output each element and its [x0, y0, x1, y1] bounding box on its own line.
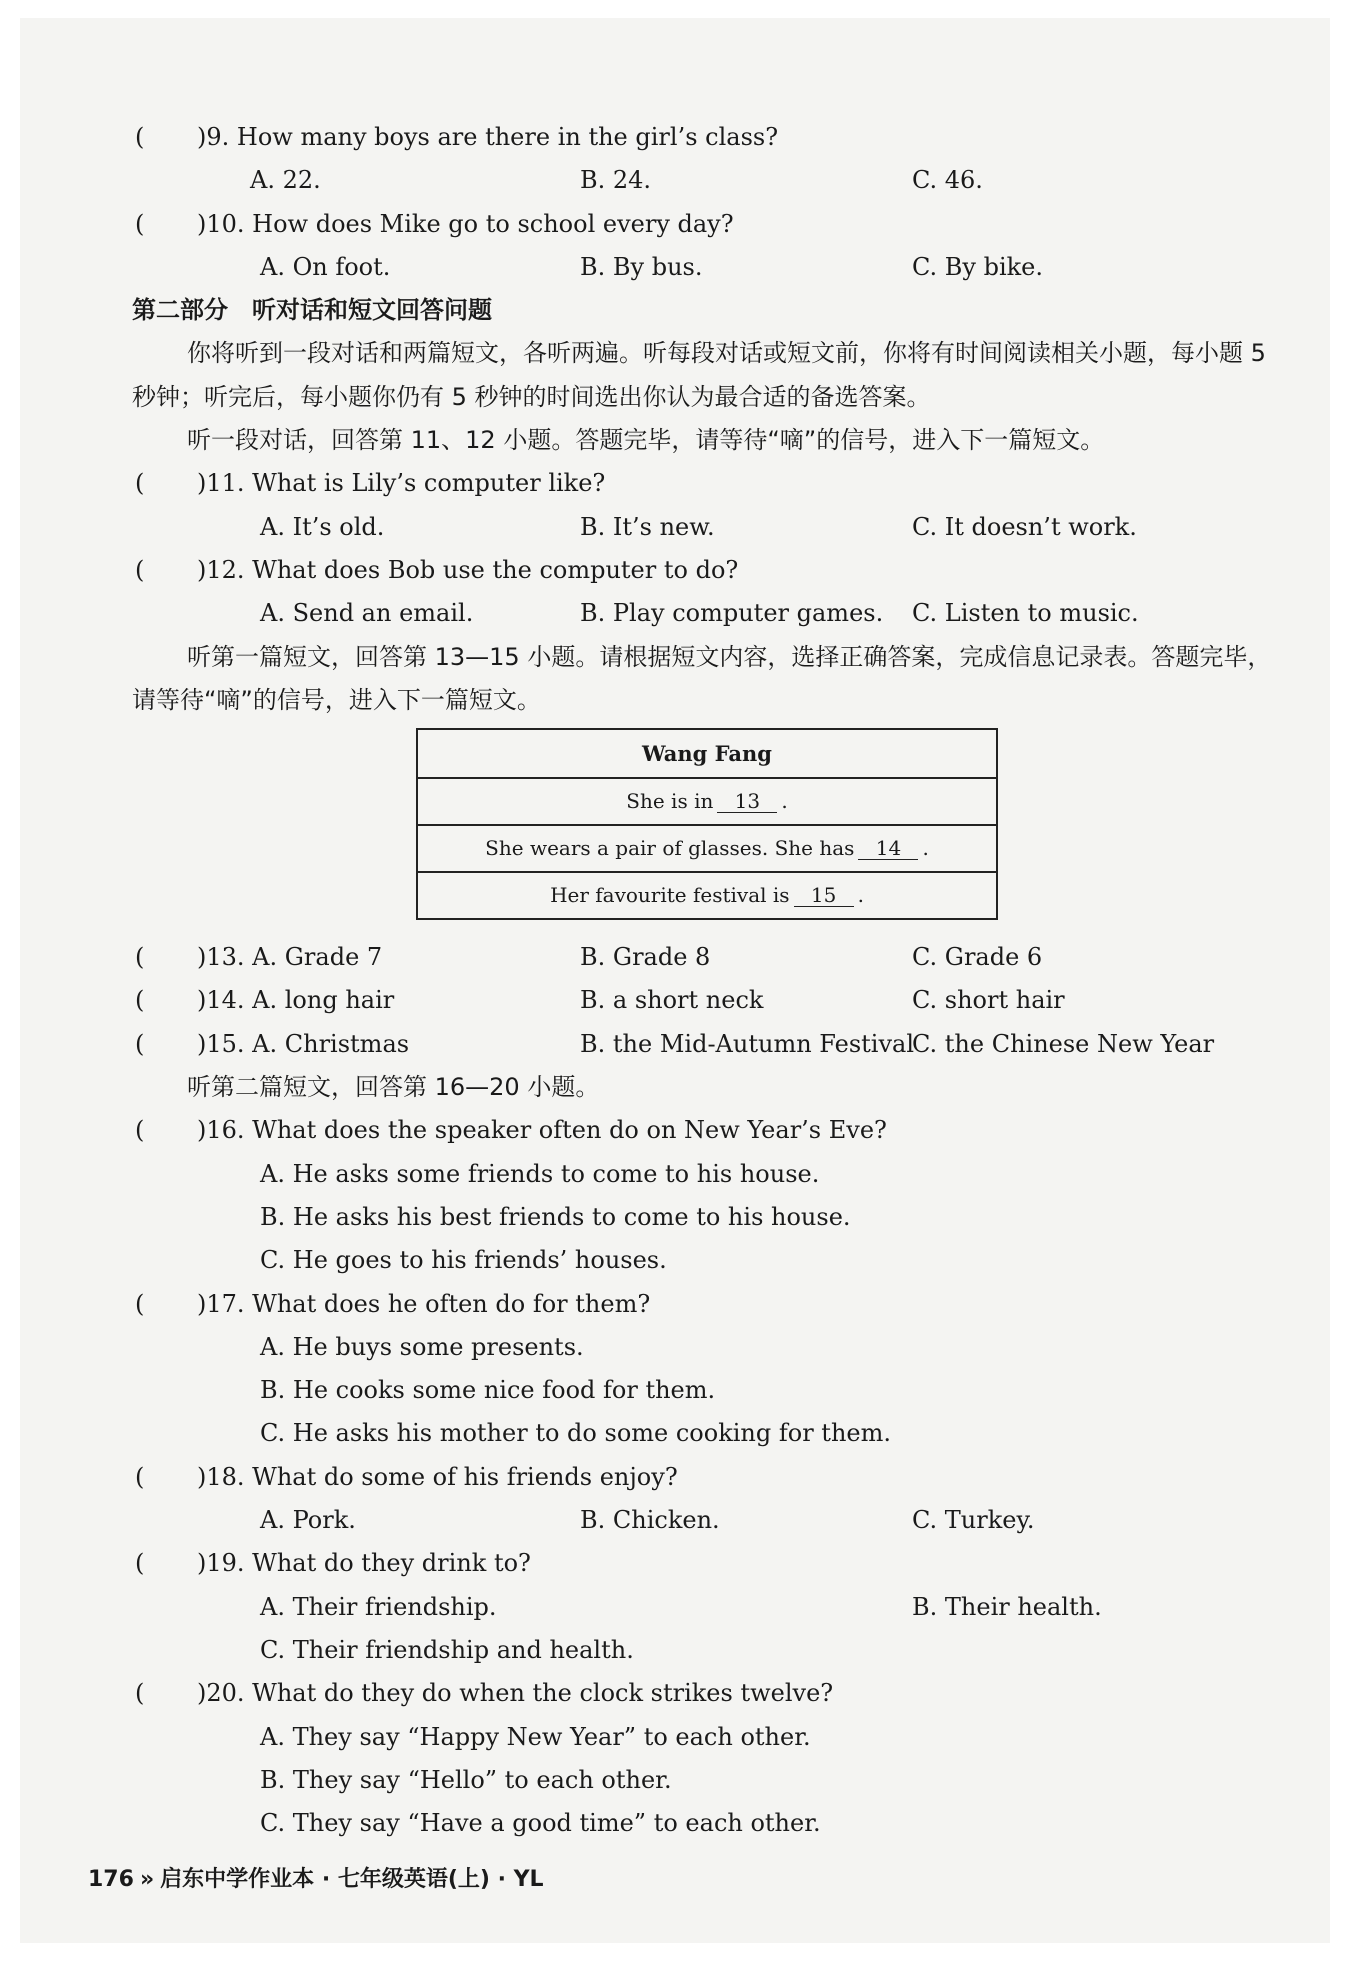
answer-bracket[interactable]: ( [135, 1679, 145, 1708]
option-c-line [132, 1629, 1292, 1672]
question-text: )11. What is Lily’s computer like? [197, 469, 606, 498]
option-a: A. He buys some presents. [260, 1332, 584, 1361]
answer-bracket[interactable]: ( [135, 469, 145, 498]
option-a: A. He asks some friends to come to his house. [260, 1159, 820, 1188]
option-a: A. On foot. [260, 252, 391, 281]
option-c-line [132, 1412, 1292, 1455]
option-a: A. It’s old. [260, 512, 385, 541]
dialog-instructions: 听一段对话，回答第 11、12 小题。答题完毕，请等待“嘀”的信号，进入下一篇短文。 [187, 426, 1105, 455]
info-record-table [416, 728, 998, 920]
option-c-line [132, 1239, 1292, 1282]
question-text: )12. What does Bob use the computer to do? [197, 555, 739, 584]
table-row: Her favourite festival is 15 . [417, 872, 997, 919]
answer-bracket[interactable]: ( [135, 1029, 145, 1058]
question-12 [132, 549, 1292, 592]
option-b: B. 24. [580, 166, 652, 195]
answer-bracket[interactable]: ( [135, 1462, 145, 1491]
section-title: 第二部分 听对话和短文回答问题 [132, 296, 492, 325]
question-text: )9. How many boys are there in the girl’s class? [197, 123, 779, 151]
option-b: B. They say “Hello” to each other. [260, 1765, 672, 1794]
option-b: B. By bus. [580, 252, 703, 281]
question-text: )18. What do some of his friends enjoy? [197, 1462, 678, 1491]
option-a: A. Pork. [260, 1506, 356, 1535]
options-9 [132, 159, 1292, 202]
option-b: B. He cooks some nice food for them. [260, 1376, 716, 1405]
passage1-instructions: 听第一篇短文，回答第 13—15 小题。请根据短文内容，选择正确答案，完成信息记录表。答题完毕，请等待“嘀”的信号，进入下一篇短文。 [132, 642, 1272, 714]
options-10 [132, 246, 1292, 289]
answer-bracket[interactable]: ( [135, 943, 145, 972]
worksheet-page [20, 18, 1330, 1943]
option-c: C. 46. [912, 166, 983, 195]
options-18 [132, 1499, 1292, 1542]
option-c: C. Turkey. [912, 1506, 1035, 1535]
option-b: B. Play computer games. [580, 599, 884, 628]
question-text: )19. What do they drink to? [197, 1549, 531, 1578]
option-b: B. Grade 8 [580, 943, 711, 972]
option-a-line [132, 1326, 1292, 1369]
option-c: C. By bike. [912, 252, 1044, 281]
option-b: B. It’s new. [580, 512, 715, 541]
answer-bracket[interactable]: ( [135, 1116, 145, 1145]
option-a: )13. A. Grade 7 [197, 943, 383, 972]
answer-bracket[interactable]: ( [135, 555, 145, 584]
blank-15[interactable]: 15 [794, 884, 854, 907]
option-c: C. It doesn’t work. [912, 512, 1137, 541]
option-b-line [132, 1369, 1292, 1412]
option-c: C. Grade 6 [912, 943, 1043, 972]
info-table-wrapper [132, 722, 1292, 936]
options-11 [132, 506, 1292, 549]
options-19 [132, 1586, 1292, 1629]
question-20 [132, 1672, 1292, 1715]
option-b: B. He asks his best friends to come to his house. [260, 1202, 851, 1231]
option-a: A. Send an email. [260, 599, 474, 628]
page-footer [88, 1862, 544, 1893]
option-c: C. Listen to music. [912, 599, 1139, 628]
table-row: She is in 13 . [417, 778, 997, 825]
double-chevron-icon: » [139, 1867, 155, 1892]
question-11 [132, 462, 1292, 505]
option-c-line [132, 1802, 1292, 1845]
option-a: A. Their friendship. [260, 1592, 497, 1621]
answer-bracket[interactable]: ( [135, 1549, 145, 1578]
question-15 [132, 1023, 1292, 1066]
question-18 [132, 1456, 1292, 1499]
question-10 [132, 203, 1292, 246]
question-13 [132, 936, 1292, 979]
section-intro: 你将听到一段对话和两篇短文，各听两遍。听每段对话或短文前，你将有时间阅读相关小题，每小题 5 秒钟；听完后，每小题你仍有 5 秒钟的时间选出你认为最合适的备选答案。 [132, 339, 1266, 411]
question-16 [132, 1109, 1292, 1152]
passage2-instructions: 听第二篇短文，回答第 16—20 小题。 [187, 1073, 600, 1102]
answer-bracket[interactable]: ( [135, 123, 145, 151]
question-14 [132, 979, 1292, 1022]
page-number: 176 [88, 1867, 134, 1892]
option-c: C. short hair [912, 986, 1065, 1015]
option-a: A. 22. [250, 166, 321, 195]
question-19 [132, 1542, 1292, 1585]
option-b-line [132, 1196, 1292, 1239]
option-c: C. the Chinese New Year [912, 1029, 1215, 1058]
option-c: C. He goes to his friends’ houses. [260, 1246, 667, 1275]
option-b: B. the Mid-Autumn Festival [580, 1029, 915, 1058]
option-a-line [132, 1153, 1292, 1196]
option-b: B. Their health. [912, 1592, 1102, 1621]
blank-14[interactable]: 14 [858, 837, 918, 860]
options-12 [132, 592, 1292, 635]
answer-bracket[interactable]: ( [135, 1289, 145, 1318]
option-a: )14. A. long hair [197, 986, 395, 1015]
page-content [132, 116, 1292, 1845]
option-b: B. a short neck [580, 986, 764, 1015]
answer-bracket[interactable]: ( [135, 209, 145, 238]
question-text: )16. What does the speaker often do on New Year’s Eve? [197, 1116, 887, 1145]
option-a: )15. A. Christmas [197, 1029, 410, 1058]
option-c: C. Their friendship and health. [260, 1635, 634, 1664]
answer-bracket[interactable]: ( [135, 986, 145, 1015]
question-9 [132, 116, 1292, 159]
option-c: C. They say “Have a good time” to each other. [260, 1809, 821, 1838]
question-text: )10. How does Mike go to school every day? [197, 209, 734, 238]
blank-13[interactable]: 13 [717, 790, 777, 813]
question-17 [132, 1283, 1292, 1326]
option-c: C. He asks his mother to do some cooking for them. [260, 1419, 891, 1448]
option-b-line [132, 1759, 1292, 1802]
table-header: Wang Fang [417, 729, 997, 778]
table-row: She wears a pair of glasses. She has 14 . [417, 825, 997, 872]
book-title: 启东中学作业本 · 七年级英语(上) · YL [160, 1867, 544, 1892]
option-a-line [132, 1716, 1292, 1759]
option-b: B. Chicken. [580, 1506, 720, 1535]
question-text: )20. What do they do when the clock strikes twelve? [197, 1679, 834, 1708]
option-a: A. They say “Happy New Year” to each other. [260, 1722, 811, 1751]
question-text: )17. What does he often do for them? [197, 1289, 651, 1318]
